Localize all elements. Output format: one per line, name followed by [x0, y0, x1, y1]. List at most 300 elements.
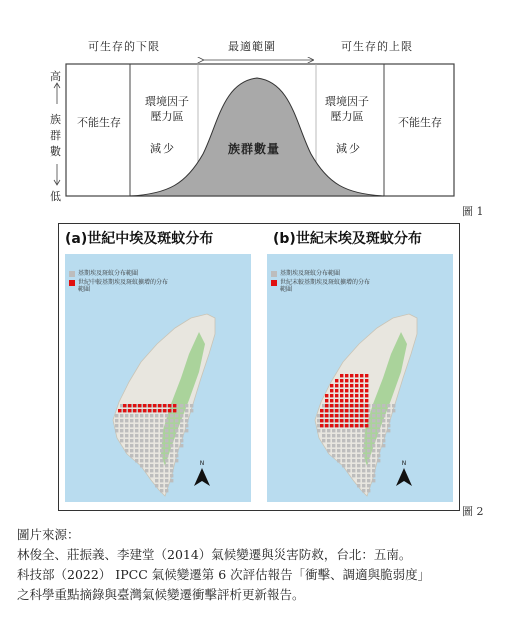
base-distribution-cell [372, 439, 375, 442]
base-distribution-cell [362, 444, 365, 447]
base-distribution-cell [367, 474, 370, 477]
expanded-distribution-cell [340, 399, 343, 402]
base-distribution-cell [130, 444, 133, 447]
base-distribution-cell [332, 449, 335, 452]
base-distribution-cell [352, 459, 355, 462]
base-distribution-cell [372, 454, 375, 457]
base-distribution-cell [367, 429, 370, 432]
stress-right-label: 環境因子壓力區 [325, 95, 369, 123]
source-heading: 圖片來源： [17, 527, 80, 542]
figure-2-frame [58, 223, 460, 511]
base-distribution-cell [362, 454, 365, 457]
base-distribution-cell [327, 429, 330, 432]
figure-1-diagram [58, 34, 456, 204]
base-distribution-cell [170, 459, 173, 462]
base-distribution-cell [160, 479, 163, 482]
map-panel-a [65, 254, 251, 502]
base-distribution-cell [362, 439, 365, 442]
base-distribution-cell [327, 439, 330, 442]
base-distribution-cell [367, 479, 370, 482]
expanded-distribution-cell [325, 414, 328, 417]
base-distribution-cell [190, 409, 193, 412]
expanded-distribution-cell [325, 424, 328, 427]
base-distribution-cell [175, 419, 178, 422]
expanded-distribution-cell [330, 384, 333, 387]
expanded-distribution-cell [335, 389, 338, 392]
expanded-distribution-cell [360, 419, 363, 422]
base-distribution-cell [170, 479, 173, 482]
base-distribution-cell [150, 429, 153, 432]
base-distribution-cell [347, 429, 350, 432]
base-distribution-cell [347, 439, 350, 442]
base-distribution-cell [150, 419, 153, 422]
expanded-distribution-cell [330, 419, 333, 422]
base-distribution-cell [362, 464, 365, 467]
expanded-distribution-cell [355, 404, 358, 407]
base-distribution-cell [165, 454, 168, 457]
y-axis-label: 族群數 [50, 113, 61, 158]
decrease-right-label: 減少 [336, 142, 362, 155]
decrease-left-label: 減少 [150, 142, 176, 155]
expanded-distribution-cell [158, 409, 161, 412]
base-distribution-cell [382, 424, 385, 427]
base-distribution-cell [190, 404, 193, 407]
legend-swatch-gray [271, 271, 277, 277]
base-distribution-cell [120, 439, 123, 442]
base-distribution-cell [185, 424, 188, 427]
base-distribution-cell [392, 404, 395, 407]
base-distribution-cell [160, 484, 163, 487]
base-distribution-cell [367, 454, 370, 457]
base-distribution-cell [160, 489, 163, 492]
north-arrow-a [191, 460, 213, 491]
expanded-distribution-cell [350, 399, 353, 402]
base-distribution-cell [362, 459, 365, 462]
base-distribution-cell [135, 419, 138, 422]
north-arrow-icon [192, 467, 212, 487]
base-distribution-cell [317, 414, 320, 417]
image-source [17, 525, 517, 605]
expanded-distribution-cell [345, 414, 348, 417]
expanded-distribution-cell [355, 374, 358, 377]
expanded-distribution-cell [320, 414, 323, 417]
legend-b [271, 270, 371, 293]
base-distribution-cell [165, 414, 168, 417]
base-distribution-cell [337, 439, 340, 442]
base-distribution-cell [367, 444, 370, 447]
expanded-distribution-cell [345, 384, 348, 387]
base-distribution-cell [180, 404, 183, 407]
expanded-distribution-cell [345, 389, 348, 392]
base-distribution-cell [337, 459, 340, 462]
base-distribution-cell [180, 434, 183, 437]
expanded-distribution-cell [320, 424, 323, 427]
expanded-distribution-cell [335, 409, 338, 412]
base-distribution-cell [347, 459, 350, 462]
expanded-distribution-cell [360, 399, 363, 402]
expanded-distribution-cell [163, 409, 166, 412]
base-distribution-cell [342, 464, 345, 467]
base-distribution-cell [180, 424, 183, 427]
base-distribution-cell [160, 429, 163, 432]
base-distribution-cell [367, 464, 370, 467]
expanded-distribution-cell [365, 384, 368, 387]
expanded-distribution-cell [345, 374, 348, 377]
expanded-distribution-cell [340, 419, 343, 422]
base-distribution-cell [155, 454, 158, 457]
expanded-distribution-cell [350, 424, 353, 427]
north-label: N [199, 460, 205, 467]
base-distribution-cell [140, 459, 143, 462]
expanded-distribution-cell [335, 384, 338, 387]
base-distribution-cell [155, 484, 158, 487]
expanded-distribution-cell [168, 409, 171, 412]
base-distribution-cell [150, 439, 153, 442]
base-distribution-cell [362, 434, 365, 437]
legend-increase-item [271, 279, 371, 293]
legend-swatch-red [69, 280, 75, 286]
range-upper-label: 可生存的上限 [341, 40, 413, 53]
base-distribution-cell [155, 459, 158, 462]
base-distribution-cell [150, 424, 153, 427]
base-distribution-cell [322, 429, 325, 432]
base-distribution-cell [155, 444, 158, 447]
base-distribution-cell [347, 464, 350, 467]
base-distribution-cell [170, 419, 173, 422]
expanded-distribution-cell [360, 374, 363, 377]
base-distribution-cell [150, 434, 153, 437]
base-distribution-cell [165, 429, 168, 432]
base-distribution-cell [377, 449, 380, 452]
base-distribution-cell [155, 474, 158, 477]
base-distribution-cell [125, 444, 128, 447]
base-distribution-cell [387, 409, 390, 412]
base-distribution-cell [357, 469, 360, 472]
base-distribution-cell [175, 454, 178, 457]
expanded-distribution-cell [350, 374, 353, 377]
panel-a-title: (a)世紀中埃及斑蚊分布 [65, 231, 214, 247]
base-distribution-cell [352, 449, 355, 452]
expanded-distribution-cell [173, 409, 176, 412]
base-distribution-cell [170, 439, 173, 442]
y-axis-down-arrow [53, 164, 61, 186]
y-axis-low: 低 [50, 190, 61, 203]
base-distribution-cell [130, 449, 133, 452]
expanded-distribution-cell [128, 404, 131, 407]
expanded-distribution-cell [355, 399, 358, 402]
base-distribution-cell [150, 464, 153, 467]
expanded-distribution-cell [345, 404, 348, 407]
base-distribution-cell [372, 419, 375, 422]
base-distribution-cell [125, 424, 128, 427]
base-distribution-cell [160, 444, 163, 447]
expanded-distribution-cell [355, 384, 358, 387]
expanded-distribution-cell [138, 409, 141, 412]
base-distribution-cell [357, 449, 360, 452]
map-panel-b [267, 254, 453, 502]
base-distribution-cell [140, 414, 143, 417]
base-distribution-cell [362, 479, 365, 482]
base-distribution-cell [160, 414, 163, 417]
base-distribution-cell [160, 439, 163, 442]
expanded-distribution-cell [335, 414, 338, 417]
expanded-distribution-cell [365, 419, 368, 422]
base-distribution-cell [150, 474, 153, 477]
base-distribution-cell [377, 409, 380, 412]
base-distribution-cell [155, 439, 158, 442]
expanded-distribution-cell [335, 419, 338, 422]
base-distribution-cell [140, 419, 143, 422]
zone-left-label: 不能生存 [77, 116, 121, 129]
base-distribution-cell [150, 469, 153, 472]
base-distribution-cell [160, 449, 163, 452]
base-distribution-cell [160, 434, 163, 437]
expanded-distribution-cell [365, 374, 368, 377]
base-distribution-cell [357, 484, 360, 487]
base-distribution-cell [372, 414, 375, 417]
base-distribution-cell [165, 464, 168, 467]
base-distribution-cell [382, 439, 385, 442]
base-distribution-cell [135, 459, 138, 462]
base-distribution-cell [145, 429, 148, 432]
base-distribution-cell [175, 429, 178, 432]
base-distribution-cell [130, 454, 133, 457]
expanded-distribution-cell [335, 399, 338, 402]
base-distribution-cell [352, 464, 355, 467]
base-distribution-cell [347, 434, 350, 437]
expanded-distribution-cell [350, 419, 353, 422]
base-distribution-cell [175, 459, 178, 462]
expanded-distribution-cell [355, 424, 358, 427]
legend-base-text: 基期埃及斑蚊分布範圍 [280, 270, 341, 277]
base-distribution-cell [332, 444, 335, 447]
expanded-distribution-cell [365, 414, 368, 417]
expanded-distribution-cell [355, 389, 358, 392]
base-distribution-cell [145, 439, 148, 442]
base-distribution-cell [342, 444, 345, 447]
base-distribution-cell [120, 429, 123, 432]
expanded-distribution-cell [128, 409, 131, 412]
expanded-distribution-cell [345, 424, 348, 427]
base-distribution-cell [160, 464, 163, 467]
base-distribution-cell [332, 454, 335, 457]
expanded-distribution-cell [345, 379, 348, 382]
base-distribution-cell [120, 424, 123, 427]
base-distribution-cell [367, 484, 370, 487]
base-distribution-cell [185, 429, 188, 432]
base-distribution-cell [175, 434, 178, 437]
expanded-distribution-cell [335, 404, 338, 407]
base-distribution-cell [372, 474, 375, 477]
base-distribution-cell [357, 479, 360, 482]
base-distribution-cell [180, 409, 183, 412]
base-distribution-cell [322, 404, 325, 407]
base-distribution-cell [170, 414, 173, 417]
base-distribution-cell [180, 439, 183, 442]
panel-b-title: (b)世紀末埃及斑蚊分布 [273, 231, 422, 247]
base-distribution-cell [352, 454, 355, 457]
base-distribution-cell [377, 439, 380, 442]
range-optimal-label: 最適範圍 [228, 40, 276, 53]
base-distribution-cell [322, 439, 325, 442]
base-distribution-cell [170, 449, 173, 452]
expanded-distribution-cell [360, 389, 363, 392]
expanded-distribution-cell [360, 424, 363, 427]
base-distribution-cell [140, 439, 143, 442]
base-distribution-cell [382, 414, 385, 417]
base-distribution-cell [372, 459, 375, 462]
base-distribution-cell [165, 459, 168, 462]
expanded-distribution-cell [330, 424, 333, 427]
expanded-distribution-cell [320, 419, 323, 422]
base-distribution-cell [352, 444, 355, 447]
base-distribution-cell [175, 414, 178, 417]
base-distribution-cell [362, 429, 365, 432]
base-distribution-cell [155, 429, 158, 432]
base-distribution-cell [145, 464, 148, 467]
base-distribution-cell [372, 469, 375, 472]
base-distribution-cell [170, 424, 173, 427]
base-distribution-cell [367, 449, 370, 452]
y-axis-up-arrow [53, 82, 61, 104]
base-distribution-cell [170, 474, 173, 477]
base-distribution-cell [337, 444, 340, 447]
expanded-distribution-cell [340, 384, 343, 387]
expanded-distribution-cell [168, 404, 171, 407]
legend-increase-item [69, 279, 169, 293]
base-distribution-cell [160, 419, 163, 422]
base-distribution-cell [337, 449, 340, 452]
base-distribution-cell [135, 429, 138, 432]
base-distribution-cell [342, 439, 345, 442]
base-distribution-cell [357, 464, 360, 467]
base-distribution-cell [377, 414, 380, 417]
base-distribution-cell [145, 454, 148, 457]
base-distribution-cell [185, 409, 188, 412]
legend-base-text: 基期埃及斑蚊分布範圍 [78, 270, 139, 277]
base-distribution-cell [130, 424, 133, 427]
base-distribution-cell [130, 429, 133, 432]
north-arrow-icon [394, 467, 414, 487]
expanded-distribution-cell [330, 409, 333, 412]
base-distribution-cell [170, 429, 173, 432]
base-distribution-cell [367, 459, 370, 462]
base-distribution-cell [352, 434, 355, 437]
base-distribution-cell [155, 414, 158, 417]
base-distribution-cell [347, 469, 350, 472]
base-distribution-cell [372, 404, 375, 407]
base-distribution-cell [347, 444, 350, 447]
figure-1-label: 圖 1 [462, 205, 484, 218]
base-distribution-cell [145, 419, 148, 422]
base-distribution-cell [175, 444, 178, 447]
base-distribution-cell [387, 424, 390, 427]
base-distribution-cell [387, 419, 390, 422]
base-distribution-cell [352, 439, 355, 442]
base-distribution-cell [377, 444, 380, 447]
expanded-distribution-cell [133, 404, 136, 407]
range-lower-label: 可生存的下限 [88, 40, 160, 53]
base-distribution-cell [382, 404, 385, 407]
base-distribution-cell [125, 449, 128, 452]
north-label: N [401, 460, 407, 467]
base-distribution-cell [155, 449, 158, 452]
base-distribution-cell [342, 454, 345, 457]
base-distribution-cell [120, 419, 123, 422]
expanded-distribution-cell [325, 409, 328, 412]
base-distribution-cell [387, 414, 390, 417]
expanded-distribution-cell [365, 389, 368, 392]
base-distribution-cell [160, 474, 163, 477]
base-distribution-cell [377, 429, 380, 432]
base-distribution-cell [362, 469, 365, 472]
base-distribution-cell [332, 434, 335, 437]
expanded-distribution-cell [340, 389, 343, 392]
expanded-distribution-cell [325, 399, 328, 402]
source-citation-1: 林俊全、莊振義、李建堂（2014）氣候變遷與災害防救，台北：五南。 [17, 547, 412, 562]
base-distribution-cell [342, 449, 345, 452]
base-distribution-cell [160, 454, 163, 457]
base-distribution-cell [377, 454, 380, 457]
expanded-distribution-cell [365, 404, 368, 407]
base-distribution-cell [150, 414, 153, 417]
base-distribution-cell [160, 459, 163, 462]
base-distribution-cell [372, 449, 375, 452]
base-distribution-cell [357, 454, 360, 457]
base-distribution-cell [140, 449, 143, 452]
expanded-distribution-cell [360, 384, 363, 387]
base-distribution-cell [135, 449, 138, 452]
expanded-distribution-cell [360, 409, 363, 412]
population-label: 族群數量 [228, 142, 281, 156]
base-distribution-cell [150, 454, 153, 457]
base-distribution-cell [377, 434, 380, 437]
stress-left-label: 環境因子壓力區 [145, 95, 189, 123]
expanded-distribution-cell [330, 414, 333, 417]
north-arrow-b [393, 460, 415, 491]
expanded-distribution-cell [345, 399, 348, 402]
expanded-distribution-cell [340, 424, 343, 427]
expanded-distribution-cell [350, 409, 353, 412]
base-distribution-cell [180, 414, 183, 417]
base-distribution-cell [387, 404, 390, 407]
expanded-distribution-cell [355, 379, 358, 382]
base-distribution-cell [377, 424, 380, 427]
base-distribution-cell [170, 464, 173, 467]
expanded-distribution-cell [350, 394, 353, 397]
base-distribution-cell [352, 474, 355, 477]
expanded-distribution-cell [330, 399, 333, 402]
base-distribution-cell [130, 439, 133, 442]
base-distribution-cell [115, 424, 118, 427]
base-distribution-cell [357, 474, 360, 477]
expanded-distribution-cell [330, 389, 333, 392]
base-distribution-cell [145, 434, 148, 437]
base-distribution-cell [165, 424, 168, 427]
base-distribution-cell [160, 469, 163, 472]
expanded-distribution-cell [360, 404, 363, 407]
expanded-distribution-cell [118, 409, 121, 412]
expanded-distribution-cell [355, 414, 358, 417]
base-distribution-cell [322, 434, 325, 437]
expanded-distribution-cell [365, 394, 368, 397]
base-distribution-cell [357, 434, 360, 437]
base-distribution-cell [150, 449, 153, 452]
base-distribution-cell [372, 479, 375, 482]
legend-swatch-red [271, 280, 277, 286]
base-distribution-cell [130, 414, 133, 417]
base-distribution-cell [185, 414, 188, 417]
